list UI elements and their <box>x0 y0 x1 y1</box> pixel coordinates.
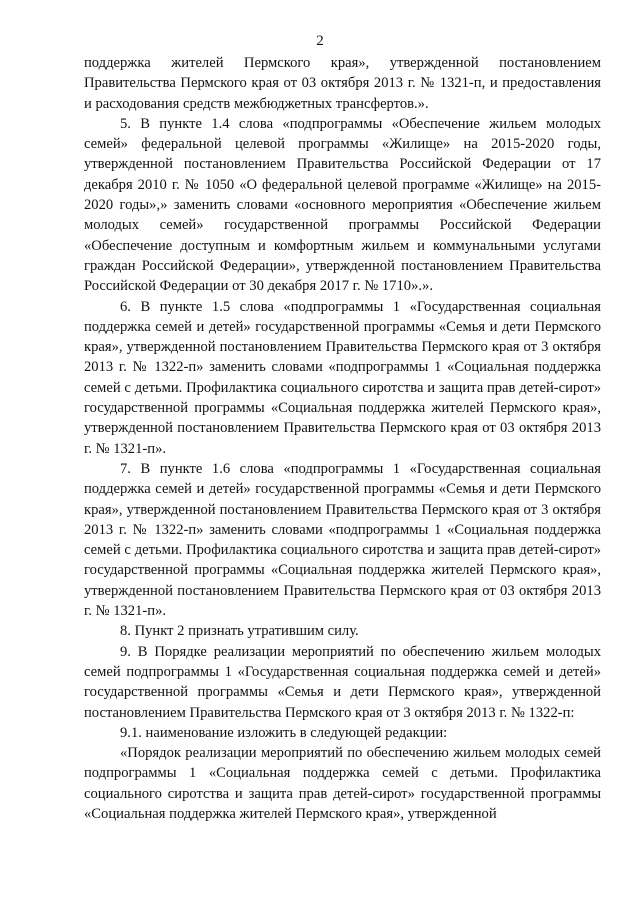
paragraph-item-8: 8. Пункт 2 признать утратившим силу. <box>120 623 359 640</box>
paragraph-item-5: 5. В пункте 1.4 слова «подпрограммы «Обеспечение жильем молодых семей» федеральной целевой программы «Жилище» на 2015-2020 годы, утвержденной постановлением Правительства Российской Федерации от 17 декабря 2010 г. № 1050 «О федеральной целевой программе «Жилище» на 2015-2020 годы»,» заменить словами «основного мероприятия «Обеспечение жильем молодых семей» государственной программы Российской Федерации «Обеспечение доступным и комфортным жильем и коммунальными услугами граждан Российской Федерации», утвержденной постановлением Правительства Российской Федерации от 30 декабря 2017 г. № 1710».». <box>84 115 601 295</box>
paragraph-item-9-1: 9.1. наименование изложить в следующей редакции: <box>120 724 448 741</box>
document-body <box>84 53 601 824</box>
paragraph-item-7: 7. В пункте 1.6 слова «подпрограммы 1 «Государственная социальная поддержка семей и детей» государственной программы «Семья и дети Пермского края», утвержденной постановлением Правительства Пермского края от 3 октября 2013 г. № 1322-п» заменить словами «подпрограммы 1 «Социальная поддержка семей с детьми. Профилактика социального сиротства и защита прав детей-сирот» государственной программы «Социальная поддержка жителей Пермского края», утвержденной постановлением Правительства Пермского края от 03 октября 2013 г. № 1321-п». <box>84 460 601 620</box>
paragraph-quoted-title: «Порядок реализации мероприятий по обеспечению жильем молодых семей подпрограммы 1 «Социальная поддержка семей с детьми. Профилактика социального сиротства и защита прав детей-сирот» государственной программы «Социальная поддержка жителей Пермского края», утвержденной <box>84 745 601 822</box>
page-number: 2 <box>316 33 324 49</box>
paragraph-item-9: 9. В Порядке реализации мероприятий по обеспечению жильем молодых семей подпрограммы 1 «Государственная социальная поддержка семей и детей» государственной программы «Семья и дети Пермского края», утвержденной постановлением Правительства Пермского края от 3 октября 2013 г. № 1322-п: <box>84 643 601 721</box>
paragraph-item-6: 6. В пункте 1.5 слова «подпрограммы 1 «Государственная социальная поддержка семей и детей» государственной программы «Семья и дети Пермского края», утвержденной постановлением Правительства Пермского края от 3 октября 2013 г. № 1322-п» заменить словами «подпрограммы 1 «Социальная поддержка семей с детьми. Профилактика социального сиротства и защита прав детей-сирот» государственной программы «Социальная поддержка жителей Пермского края», утвержденной постановлением Правительства Пермского края от 03 октября 2013 г. № 1321-п». <box>84 298 601 457</box>
paragraph-continuation: поддержка жителей Пермского края», утвержденной постановлением Правительства Пермского края от 03 октября 2013 г. № 1321-п, и предоставления и расходования средств межбюджетных трансфертов.». <box>84 55 601 112</box>
